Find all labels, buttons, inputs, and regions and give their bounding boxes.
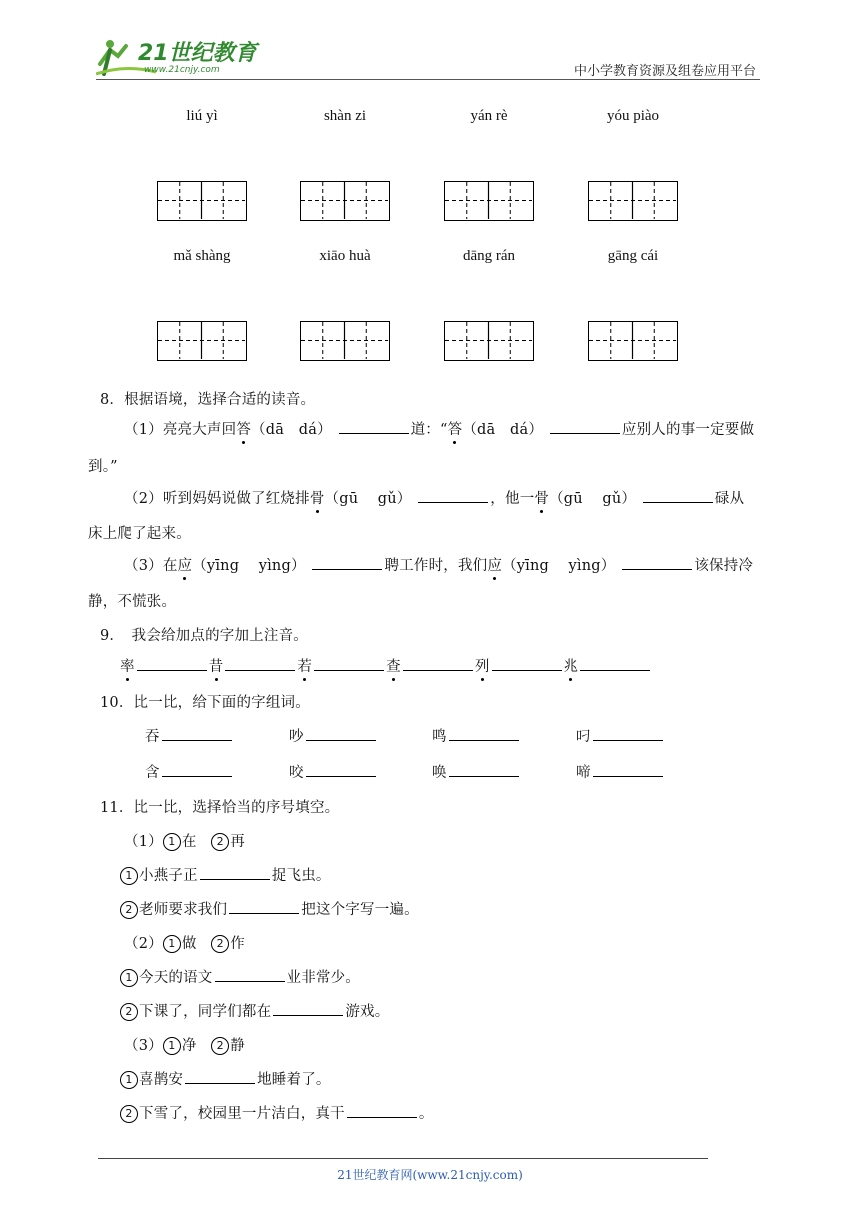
q10-item: 叼 (576, 725, 665, 746)
circled-number: 1 (163, 833, 181, 851)
q11-sentence: 2 老师要求我们 把这个字写一遍。 (120, 898, 419, 919)
q11-options: （1） 1 在 2 再 (124, 834, 245, 850)
q8-part2-cont: 床上爬了起来。 (88, 526, 191, 542)
answer-blank[interactable] (643, 488, 713, 503)
answer-blank[interactable] (215, 967, 285, 982)
q11-options: （3） 1 净 2 静 (124, 1038, 245, 1054)
q10-title: 10．比一比，给下面的字组词。 (100, 695, 310, 711)
answer-blank[interactable] (137, 656, 207, 671)
q8-part3-cont: 静，不慌张。 (88, 594, 177, 610)
header-platform-text: 中小学教育资源及组卷应用平台 (573, 64, 756, 79)
tianzi-box[interactable] (588, 321, 678, 361)
q11-sentence: 1 小燕子正 捉飞虫。 (120, 864, 331, 885)
logo (96, 34, 266, 78)
q10-item: 啼 (576, 761, 665, 782)
q8-title: 8．根据语境，选择合适的读音。 (100, 392, 316, 408)
answer-blank[interactable] (162, 762, 232, 777)
q8-part1-cont: 到。” (88, 459, 118, 475)
answer-blank[interactable] (347, 1103, 417, 1118)
tianzi-box[interactable] (300, 181, 390, 221)
logo-title: 21世纪教育 (138, 41, 257, 66)
q11-sentence: 1 今天的语文 业非常少。 (120, 966, 360, 987)
tianzi-box[interactable] (300, 321, 390, 361)
pinyin-label: yóu piào (606, 108, 660, 124)
answer-blank[interactable] (580, 656, 650, 671)
q11-sentence: 1 喜鹊安 地睡着了。 (120, 1068, 331, 1089)
q10-item: 含 (145, 761, 234, 782)
pinyin-label: yán rè (470, 108, 508, 124)
answer-blank[interactable] (225, 656, 295, 671)
answer-blank[interactable] (449, 762, 519, 777)
header-divider (96, 79, 760, 80)
answer-blank[interactable] (306, 762, 376, 777)
q9-title: 9． 我会给加点的字加上注音。 (100, 628, 308, 644)
footer-link[interactable]: 21世纪教育网(www.21cnjy.com) (337, 1168, 523, 1182)
circled-number: 2 (211, 935, 229, 953)
q10-item: 吞 (145, 725, 234, 746)
circled-number: 2 (211, 1037, 229, 1055)
answer-blank[interactable] (449, 726, 519, 741)
pinyin-label: gāng cái (607, 248, 659, 264)
answer-blank[interactable] (492, 656, 562, 671)
q10-item: 鸣 (432, 725, 521, 746)
q9-row: 率 昔 若 查 列 兆 (120, 655, 652, 676)
q8-part3: （3）在应（yīng yìng） 聘工作时，我们应（yīng yìng） 该保持冷 (124, 554, 753, 575)
answer-blank[interactable] (403, 656, 473, 671)
answer-blank[interactable] (185, 1069, 255, 1084)
q11-title: 11．比一比，选择恰当的序号填空。 (100, 800, 340, 816)
logo-url: www.21cnjy.com (144, 65, 220, 75)
pinyin-label: shàn zi (323, 108, 367, 124)
q10-item: 咬 (289, 761, 378, 782)
answer-blank[interactable] (229, 899, 299, 914)
tianzi-box[interactable] (444, 181, 534, 221)
pinyin-label: xiāo huà (319, 248, 371, 264)
q8-part1: （1）亮亮大声回答（dā dá） 道：“答（dā dá） 应别人的事一定要做 (124, 418, 754, 439)
q10-item: 唤 (432, 761, 521, 782)
tianzi-box[interactable] (157, 321, 247, 361)
tianzi-box[interactable] (444, 321, 534, 361)
answer-blank[interactable] (593, 762, 663, 777)
q10-item: 吵 (289, 725, 378, 746)
answer-blank[interactable] (200, 865, 270, 880)
answer-blank[interactable] (339, 419, 409, 434)
tianzi-box[interactable] (588, 181, 678, 221)
answer-blank[interactable] (312, 555, 382, 570)
answer-blank[interactable] (162, 726, 232, 741)
q11-sentence: 2 下雪了，校园里一片洁白，真干 。 (120, 1102, 434, 1123)
circled-number: 1 (163, 1037, 181, 1055)
q11-sentence: 2 下课了，同学们都在 游戏。 (120, 1000, 389, 1021)
answer-blank[interactable] (593, 726, 663, 741)
q8-part2: （2）听到妈妈说做了红烧排骨（gū gǔ） ，他一骨（gū gǔ） 碌从 (124, 487, 744, 508)
pinyin-label: liú yì (186, 108, 218, 124)
pinyin-label: dāng rán (462, 248, 516, 264)
answer-blank[interactable] (314, 656, 384, 671)
circled-number: 1 (163, 935, 181, 953)
answer-blank[interactable] (306, 726, 376, 741)
answer-blank[interactable] (273, 1001, 343, 1016)
answer-blank[interactable] (550, 419, 620, 434)
answer-blank[interactable] (622, 555, 692, 570)
circled-number: 2 (211, 833, 229, 851)
pinyin-label: mǎ shàng (173, 248, 231, 264)
answer-blank[interactable] (418, 488, 488, 503)
tianzi-box[interactable] (157, 181, 247, 221)
q11-options: （2） 1 做 2 作 (124, 936, 245, 952)
footer-divider (98, 1158, 708, 1159)
